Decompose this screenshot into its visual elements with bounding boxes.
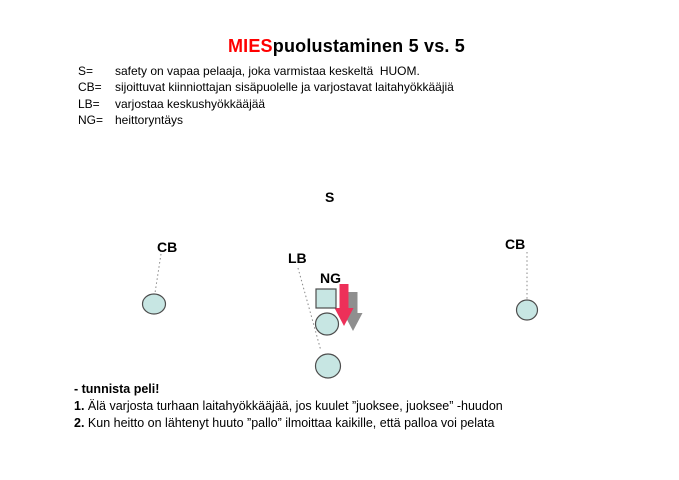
note-number: 1. bbox=[74, 399, 85, 413]
player-circle-cb-right bbox=[517, 300, 538, 320]
label-lb: LB bbox=[288, 250, 307, 266]
player-circle-middle-lower bbox=[316, 354, 341, 378]
player-circle-middle-upper bbox=[316, 313, 339, 335]
legend-definition: varjostaa keskushyökkääjää bbox=[115, 96, 266, 111]
note-line-1 bbox=[74, 398, 503, 415]
legend-definition: heittoryntäys bbox=[115, 113, 184, 128]
legend-term: S= bbox=[78, 64, 94, 78]
note-intro: - tunnista peli! bbox=[74, 382, 160, 396]
label-cb-left: CB bbox=[157, 239, 178, 255]
title-rest: puolustaminen 5 vs. 5 bbox=[272, 36, 466, 56]
legend-definition: safety on vapaa pelaaja, joka varmistaa keskeltä HUOM. bbox=[115, 64, 420, 78]
player-square-ng bbox=[316, 289, 336, 308]
label-cb-right: CB bbox=[505, 236, 526, 252]
leader-line-lb bbox=[298, 268, 321, 351]
label-safety: S bbox=[325, 189, 335, 205]
legend-definition: sijoittuvat kiinniottajan sisäpuolelle ja varjostavat laitahyökkääjiä bbox=[115, 80, 454, 95]
coaching-notes bbox=[74, 381, 503, 432]
label-ng: NG bbox=[320, 270, 341, 286]
title-highlight: MIES bbox=[227, 36, 273, 56]
legend-term: NG= bbox=[78, 113, 104, 128]
legend-term: CB= bbox=[78, 80, 102, 95]
leader-line-cb-left bbox=[155, 254, 161, 293]
note-number: 2. bbox=[74, 416, 85, 430]
player-circle-cb-left bbox=[143, 294, 166, 314]
note-line-2 bbox=[74, 415, 503, 432]
note-text: Kun heitto on lähtenyt huuto ”pallo” ilmoittaa kaikille, että palloa voi pelata bbox=[84, 416, 495, 430]
legend-term: LB= bbox=[78, 96, 100, 111]
note-text: Älä varjosta turhaan laitahyökkääjää, jos kuulet ”juoksee, juoksee” -huudon bbox=[84, 399, 503, 413]
